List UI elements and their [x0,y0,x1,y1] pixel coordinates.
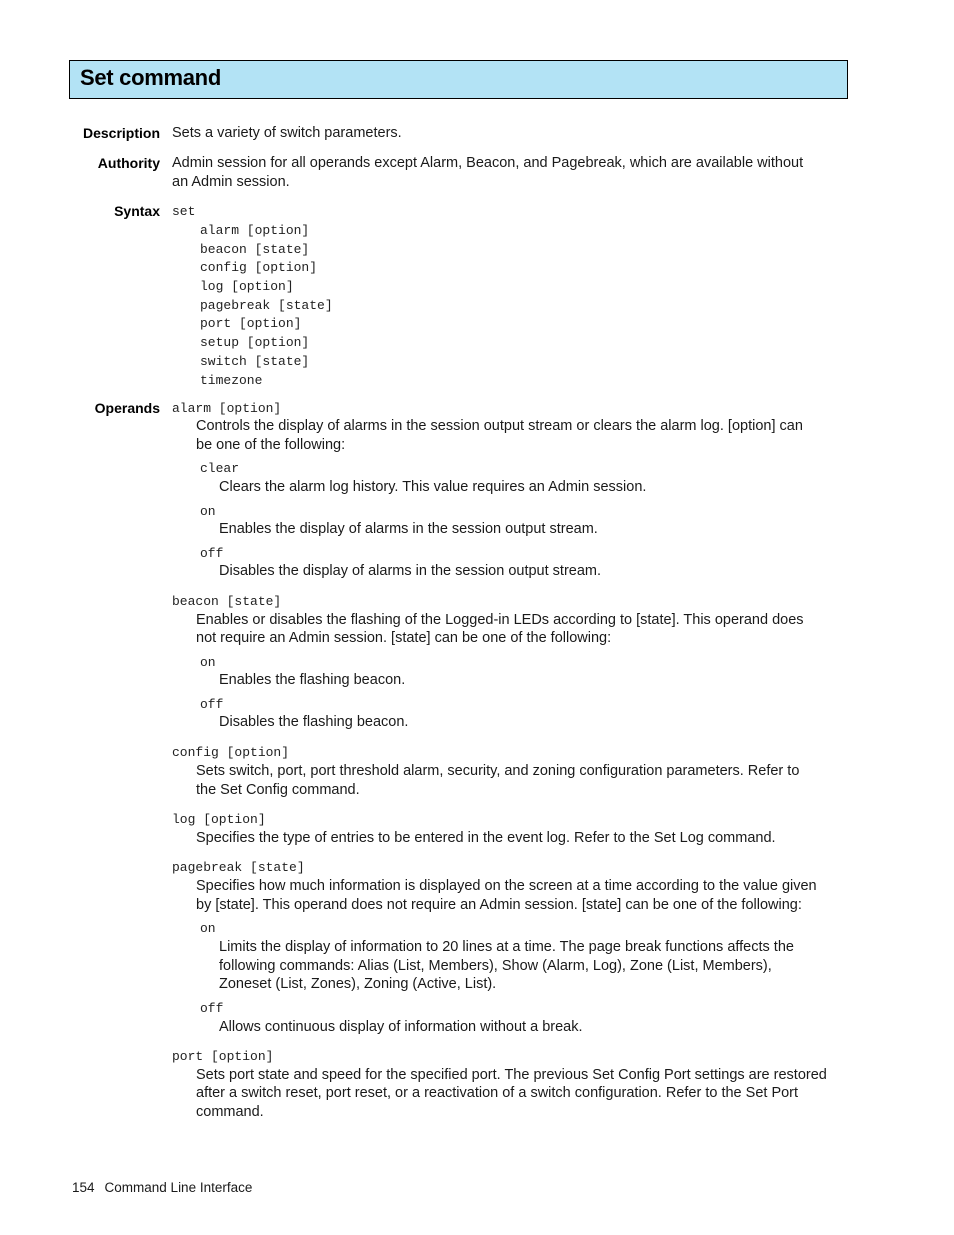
syntax-item: timezone [200,373,263,388]
pagebreak-value-on-desc-line1: Limits the display of information to 20 lines at a time. The page break functions affects the [219,939,794,955]
beacon-value-on-desc: Enables the flashing beacon. [219,672,406,688]
operand-beacon-desc-line2: not require an Admin session. [state] can be one of the following: [196,630,612,646]
page-number: 154 [72,1180,95,1195]
operand-pagebreak-desc-line2: by [state]. This operand does not require an Admin session. [state] can be one of the following: [196,897,802,913]
syntax-item: port [option] [200,316,302,331]
pagebreak-value-on-desc-line2: following commands: Alias (List, Members), Show (Alarm, Log), Zone (List, Members), [219,958,772,974]
beacon-value-on: on [200,655,216,670]
operand-alarm-name: alarm [option] [172,401,282,416]
operand-pagebreak-desc-line1: Specifies how much information is displayed on the screen at a time according to the value given [196,878,817,894]
operand-alarm-desc-line2: be one of the following: [196,437,346,453]
operand-log-name: log [option] [172,812,266,827]
alarm-value-on: on [200,504,216,519]
syntax-item: alarm [option] [200,223,310,238]
alarm-value-clear: clear [200,461,240,476]
authority-label: Authority [97,155,160,171]
syntax-item: log [option] [200,279,294,294]
pagebreak-value-on-desc-line3: Zoneset (List, Zones), Zoning (Active, List). [219,976,497,992]
alarm-value-off: off [200,546,224,561]
page-title: Set command [80,65,221,90]
operand-beacon-desc-line1: Enables or disables the flashing of the Logged-in LEDs according to [state]. This operand does [196,612,804,628]
authority-text-line1: Admin session for all operands except Alarm, Beacon, and Pagebreak, which are available without [172,155,804,171]
syntax-item: config [option] [200,260,318,275]
operands-label: Operands [94,400,160,416]
pagebreak-value-off: off [200,1001,224,1016]
operand-alarm-desc-line1: Controls the display of alarms in the session output stream or clears the alarm log. [option] can [196,418,803,434]
operand-port-name: port [option] [172,1049,274,1064]
syntax-item: switch [state] [200,354,310,369]
syntax-item: beacon [state] [200,242,310,257]
operand-port-desc-line1: Sets port state and speed for the specified port. The previous Set Config Port settings are restored [196,1067,827,1083]
description-text: Sets a variety of switch parameters. [172,125,402,141]
footer-section-title: Command Line Interface [104,1180,253,1195]
operand-port-desc-line3: command. [196,1104,264,1120]
operand-log-desc: Specifies the type of entries to be entered in the event log. Refer to the Set Log command. [196,830,776,846]
operand-pagebreak-name: pagebreak [state] [172,860,305,875]
alarm-value-off-desc: Disables the display of alarms in the session output stream. [219,563,602,579]
operand-config-desc-line2: the Set Config command. [196,782,360,798]
syntax-item: pagebreak [state] [200,298,333,313]
operand-beacon-name: beacon [state] [172,594,282,609]
alarm-value-on-desc: Enables the display of alarms in the session output stream. [219,521,598,537]
pagebreak-value-on: on [200,921,216,936]
operand-config-desc-line1: Sets switch, port, port threshold alarm, security, and zoning configuration parameters. Refer to [196,763,800,779]
syntax-command: set [172,204,196,219]
description-label: Description [82,125,160,141]
alarm-value-clear-desc: Clears the alarm log history. This value requires an Admin session. [219,479,647,495]
syntax-item: setup [option] [200,335,310,350]
page-footer [72,1180,252,1195]
beacon-value-off: off [200,697,224,712]
pagebreak-value-off-desc: Allows continuous display of information without a break. [219,1019,583,1035]
beacon-value-off-desc: Disables the flashing beacon. [219,714,409,730]
operand-port-desc-line2: after a switch reset, port reset, or a reactivation of a switch configuration. Refer to the Set Port [196,1085,799,1101]
syntax-label: Syntax [114,203,160,219]
authority-text-line2: an Admin session. [172,174,290,190]
operand-config-name: config [option] [172,745,290,760]
section-title-bar [69,60,848,99]
